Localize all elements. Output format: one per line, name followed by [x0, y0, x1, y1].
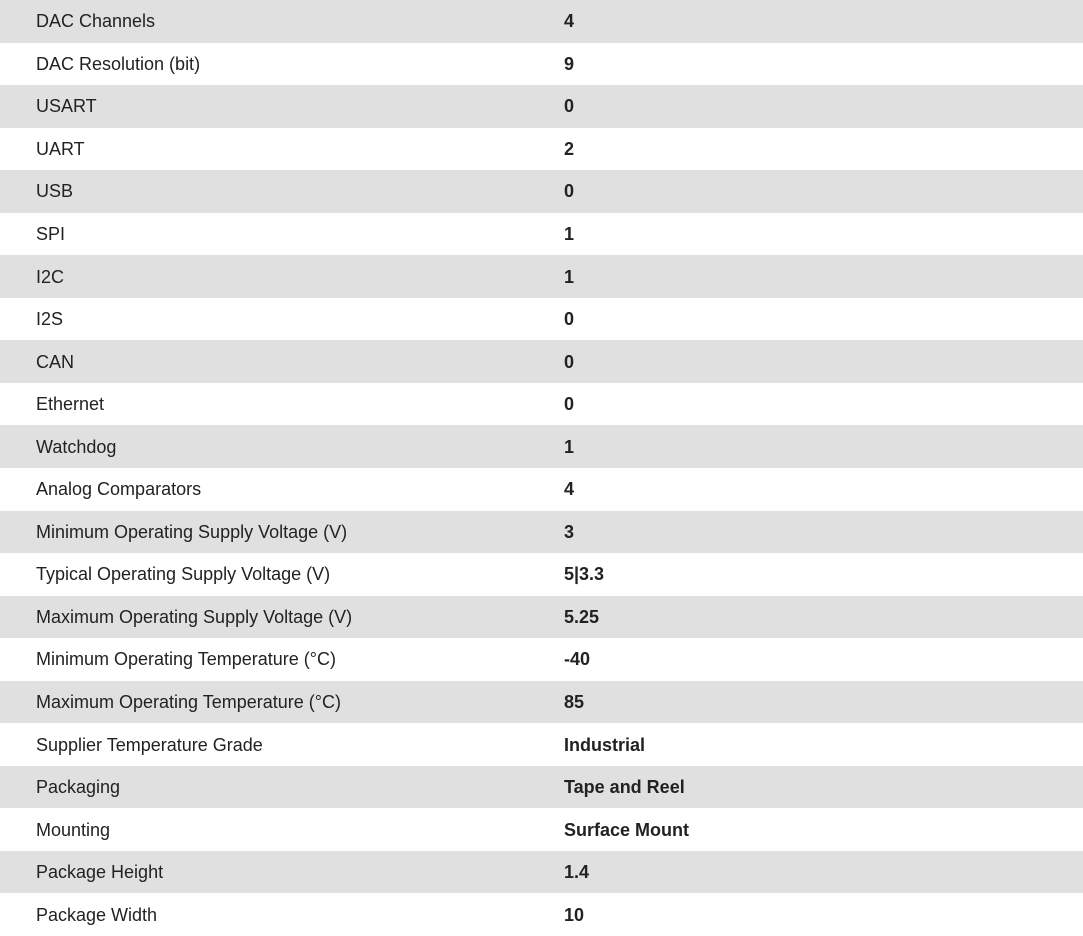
spec-label: Maximum Operating Supply Voltage (V): [36, 606, 353, 627]
spec-label: Package Width: [36, 904, 158, 925]
spec-row-min-supply-voltage: [0, 511, 1083, 554]
spec-row-packaging: [0, 766, 1083, 809]
spec-value: 0: [564, 394, 575, 415]
spec-label: Supplier Temperature Grade: [36, 734, 263, 755]
spec-value: 1: [564, 266, 575, 287]
spec-value: 0: [564, 96, 575, 117]
spec-row-can: [0, 340, 1083, 383]
spec-label: Maximum Operating Temperature (°C): [36, 692, 341, 713]
spec-row-i2c: [0, 255, 1083, 298]
spec-label: Minimum Operating Supply Voltage (V): [36, 521, 348, 542]
spec-row-min-temperature: [0, 638, 1083, 681]
spec-row-analog-comparators: [0, 468, 1083, 511]
spec-row-ethernet: [0, 383, 1083, 426]
spec-row-usart: [0, 85, 1083, 128]
spec-value: Industrial: [564, 734, 646, 755]
spec-row-dac-resolution: [0, 43, 1083, 86]
spec-label: UART: [36, 138, 85, 159]
spec-value: 9: [564, 53, 575, 74]
spec-value: 5|3.3: [564, 564, 605, 585]
spec-value: 4: [564, 479, 575, 500]
spec-label: USB: [36, 181, 74, 202]
spec-value: 0: [564, 309, 575, 330]
spec-label: CAN: [36, 351, 75, 372]
spec-label: Typical Operating Supply Voltage (V): [36, 564, 331, 585]
spec-label: I2S: [36, 309, 64, 330]
spec-value: 0: [564, 181, 575, 202]
spec-label: Packaging: [36, 777, 121, 798]
spec-label: I2C: [36, 266, 65, 287]
spec-row-uart: [0, 128, 1083, 171]
spec-label: DAC Resolution (bit): [36, 53, 201, 74]
spec-row-usb: [0, 170, 1083, 213]
spec-value: 5.25: [564, 606, 600, 627]
spec-value: 4: [564, 11, 575, 32]
spec-label: DAC Channels: [36, 11, 156, 32]
spec-row-i2s: [0, 298, 1083, 341]
spec-value: Surface Mount: [564, 819, 690, 840]
spec-value: Tape and Reel: [564, 777, 685, 798]
spec-label: Ethernet: [36, 394, 105, 415]
spec-value: 1: [564, 224, 575, 244]
spec-label: Minimum Operating Temperature (°C): [36, 649, 336, 670]
spec-value: 10: [564, 904, 585, 925]
spec-row-mounting: [0, 808, 1083, 851]
spec-row-package-height: [0, 851, 1083, 894]
spec-value: -40: [564, 649, 591, 670]
spec-value: 1.4: [564, 862, 590, 883]
spec-label: USART: [36, 96, 97, 117]
spec-row-watchdog: [0, 425, 1083, 468]
spec-row-dac-channels: [0, 0, 1083, 43]
spec-value: 0: [564, 351, 575, 372]
spec-value: 3: [564, 521, 575, 542]
spec-label: SPI: [36, 224, 66, 244]
spec-label: Watchdog: [36, 436, 117, 457]
spec-value: 2: [564, 138, 575, 159]
spec-label: Mounting: [36, 819, 111, 840]
spec-row-temperature-grade: [0, 723, 1083, 766]
spec-row-spi: [0, 213, 1083, 256]
spec-row-typical-supply-voltage: [0, 553, 1083, 596]
spec-value: 1: [564, 436, 575, 457]
spec-label: Package Height: [36, 862, 164, 883]
spec-label: Analog Comparators: [36, 479, 202, 500]
spec-value: 85: [564, 692, 585, 713]
spec-row-package-width: [0, 893, 1083, 936]
spec-row-max-temperature: [0, 681, 1083, 724]
spec-row-max-supply-voltage: [0, 596, 1083, 639]
